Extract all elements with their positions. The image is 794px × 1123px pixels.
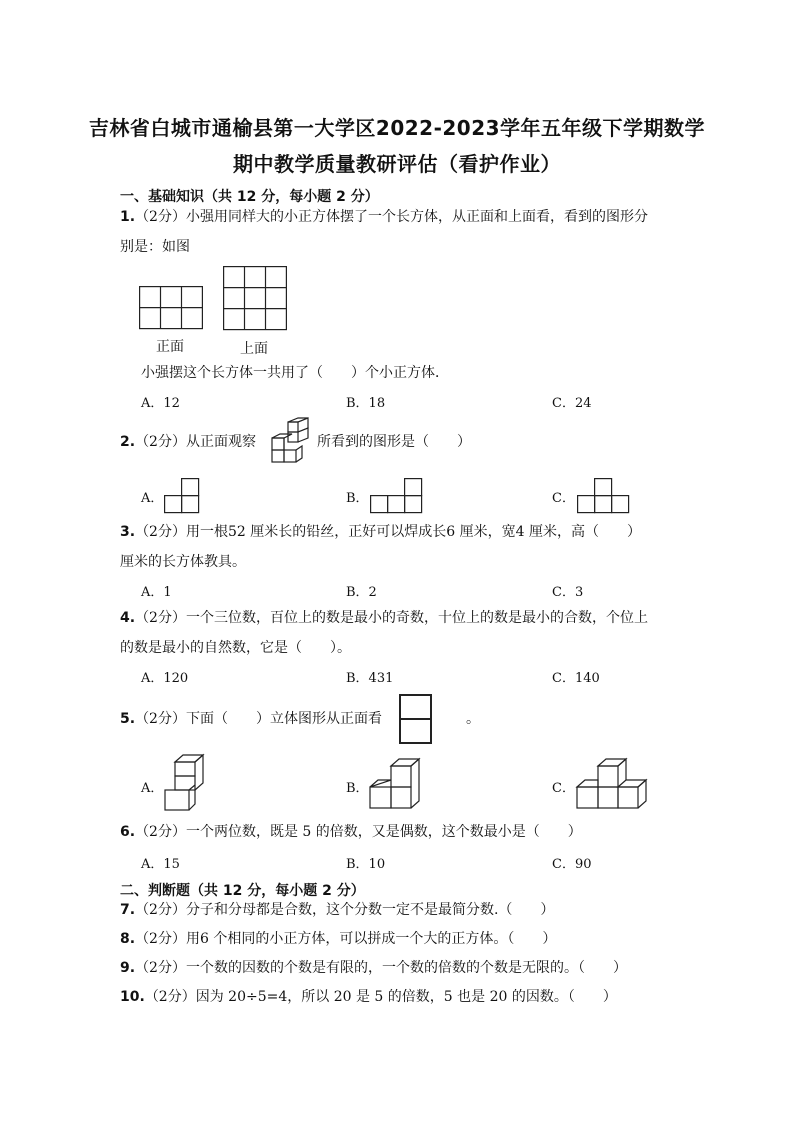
front-view-figure bbox=[139, 286, 203, 330]
question-text: （2分）分子和分母都是合数，这个分数一定不是最简分数.（ ） bbox=[135, 902, 555, 918]
question-number: 4. bbox=[120, 610, 136, 626]
question-3-line-1 bbox=[120, 522, 641, 542]
top-view-figure bbox=[223, 266, 287, 331]
question-4-line-1 bbox=[120, 608, 648, 628]
q4-option-c[interactable]: C．140 bbox=[552, 671, 600, 686]
question-text: （2分）下面（ ）立体图形从正面看 bbox=[135, 711, 382, 727]
question-text: （2分）小强用同样大的小正方体摆了一个长方体，从正面和上面看，看到的图形分 bbox=[135, 209, 648, 225]
q4-option-a[interactable]: A．120 bbox=[141, 671, 189, 686]
question-10 bbox=[120, 987, 617, 1007]
question-1-line-3: 小强摆这个长方体一共用了（ ）个小正方体． bbox=[141, 365, 449, 381]
q5-option-a[interactable]: A． bbox=[141, 781, 164, 796]
q2-option-b-figure[interactable] bbox=[370, 478, 424, 514]
q2-option-c-figure[interactable] bbox=[577, 478, 631, 514]
question-number: 5. bbox=[120, 711, 136, 727]
section-heading-basic: 一、基础知识（共 12 分，每小题 2 分） bbox=[120, 189, 379, 205]
question-6-line-1 bbox=[120, 822, 582, 842]
question-text: （2分）从正面观察 bbox=[135, 434, 256, 450]
q5-option-c-figure[interactable] bbox=[574, 758, 650, 810]
q6-option-b[interactable]: B．10 bbox=[346, 857, 386, 872]
question-5-text-a bbox=[120, 709, 382, 729]
question-1-line-2: 别是：如图 bbox=[120, 239, 190, 255]
q3-option-a[interactable]: A．1 bbox=[141, 585, 172, 600]
q4-option-b[interactable]: B．431 bbox=[346, 671, 394, 686]
front-view-label: 正面 bbox=[156, 339, 184, 355]
q5-option-c[interactable]: C． bbox=[552, 781, 575, 796]
question-9 bbox=[120, 958, 627, 978]
q2-option-a-figure[interactable] bbox=[164, 478, 202, 514]
question-5-text-b: 。 bbox=[466, 711, 480, 727]
title-line-2: 期中教学质量教研评估（看护作业） bbox=[233, 152, 561, 176]
question-number: 2. bbox=[120, 434, 136, 450]
question-text: （2分）一个三位数，百位上的数是最小的奇数，十位上的数是最小的合数，个位上 bbox=[135, 610, 648, 626]
question-number: 3. bbox=[120, 524, 136, 540]
q1-option-a[interactable]: A．12 bbox=[141, 396, 180, 411]
q2-option-a[interactable]: A． bbox=[141, 491, 164, 506]
q1-option-c[interactable]: C．24 bbox=[552, 396, 592, 411]
question-4-line-2: 的数是最小的自然数，它是（ ）。 bbox=[120, 640, 351, 656]
q5-option-a-figure[interactable] bbox=[163, 754, 207, 812]
question-7 bbox=[120, 900, 554, 920]
question-text: （2分）用一根52 厘米长的铅丝，正好可以焊成长6 厘米，宽4 厘米，高（ ） bbox=[135, 524, 641, 540]
q6-option-c[interactable]: C．90 bbox=[552, 857, 592, 872]
q1-option-b[interactable]: B．18 bbox=[346, 396, 386, 411]
question-text: （2分）因为 20÷5=4，所以 20 是 5 的倍数，5 也是 20 的因数。（ ） bbox=[144, 989, 617, 1005]
section-heading-judgement: 二、判断题（共 12 分，每小题 2 分） bbox=[120, 883, 365, 899]
question-text: （2分）一个数的因数的个数是有限的，一个数的倍数的个数是无限的。（ ） bbox=[135, 960, 627, 976]
question-text: （2分）一个两位数，既是 5 的倍数，又是偶数，这个数最小是（ ） bbox=[135, 824, 582, 840]
q2-option-c[interactable]: C． bbox=[552, 491, 575, 506]
front-view-two-squares-figure bbox=[399, 694, 433, 745]
q5-option-b-figure[interactable] bbox=[369, 758, 423, 810]
question-2-text-b: 所看到的图形是（ ） bbox=[317, 434, 471, 450]
question-number: 10. bbox=[120, 989, 145, 1005]
question-text: （2分）用6 个相同的小正方体，可以拼成一个大的正方体。（ ） bbox=[135, 931, 557, 947]
q3-option-c[interactable]: C．3 bbox=[552, 585, 584, 600]
question-number: 7. bbox=[120, 902, 136, 918]
q2-option-b[interactable]: B． bbox=[346, 491, 369, 506]
cube-stack-figure bbox=[268, 418, 312, 466]
question-8 bbox=[120, 929, 556, 949]
title-line-1: 吉林省白城市通榆县第一大学区2022-2023学年五年级下学期数学 bbox=[88, 116, 706, 140]
q3-option-b[interactable]: B．2 bbox=[346, 585, 377, 600]
question-number: 1. bbox=[120, 209, 136, 225]
question-2-text-a bbox=[120, 432, 256, 452]
q6-option-a[interactable]: A．15 bbox=[141, 857, 180, 872]
question-1-line-1 bbox=[120, 207, 648, 227]
question-3-line-2: 厘米的长方体教具。 bbox=[120, 554, 246, 570]
question-number: 9. bbox=[120, 960, 136, 976]
question-number: 6. bbox=[120, 824, 136, 840]
q5-option-b[interactable]: B． bbox=[346, 781, 369, 796]
question-number: 8. bbox=[120, 931, 136, 947]
top-view-label: 上面 bbox=[240, 341, 268, 357]
